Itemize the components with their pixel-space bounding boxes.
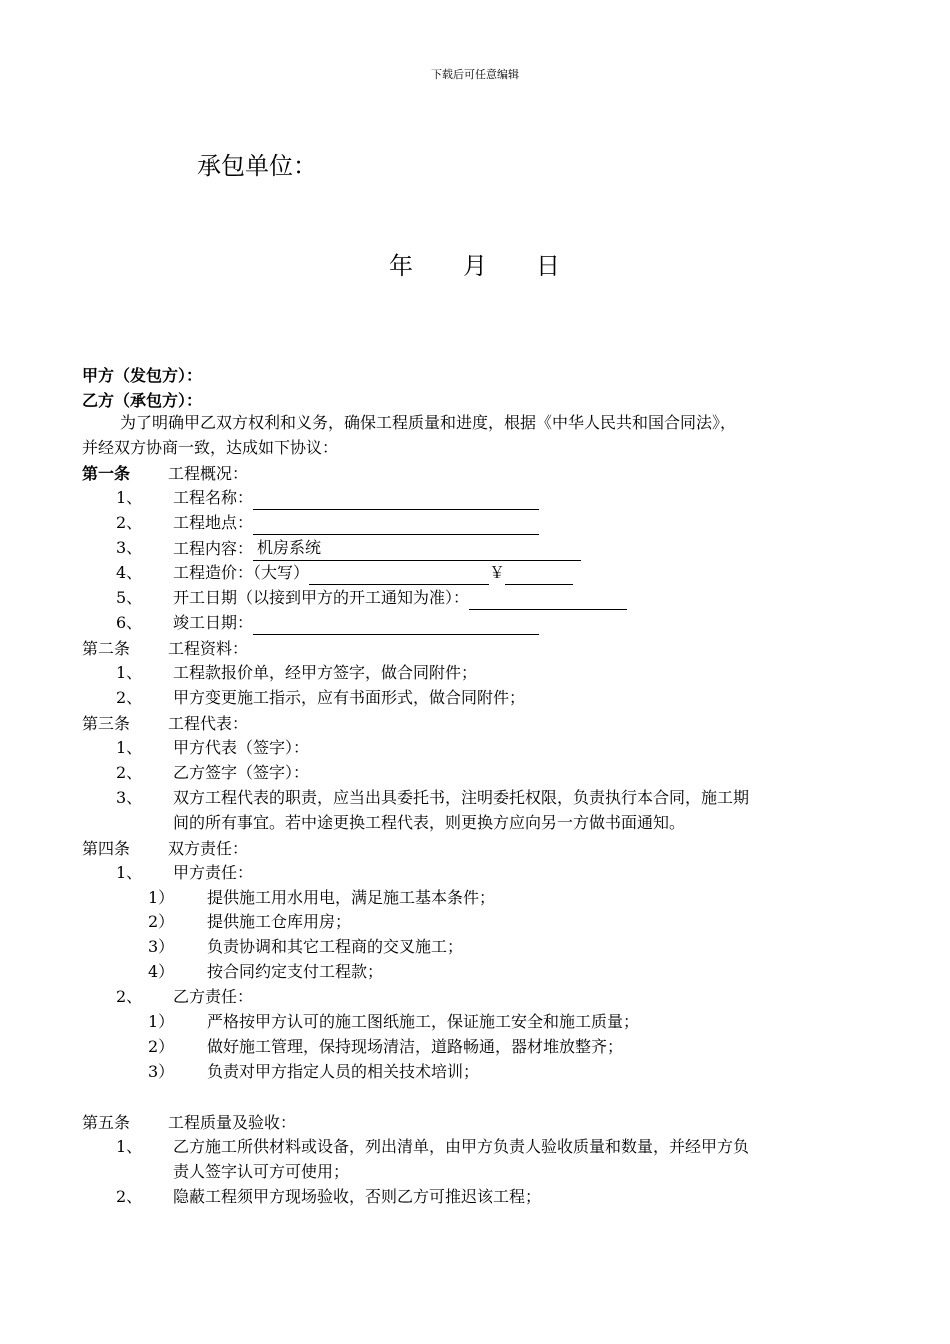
art4-b-item-3: 负责对甲方指定人员的相关技术培训； — [207, 1062, 480, 1081]
date-month: 月 — [463, 252, 487, 280]
art3-item-3: 双方工程代表的职责，应当出具委托书，注明委托权限，负责执行本合同，施工期 — [173, 788, 750, 807]
art3-item-1: 甲方代表（签字）： — [173, 738, 310, 757]
art3-item-1-number: 1、 — [116, 738, 143, 757]
article-1-title: 工程概况： — [168, 464, 249, 483]
art1-item-1-number: 1、 — [116, 488, 143, 507]
art4-a-item-1: 提供施工用水用电，满足施工基本条件； — [207, 888, 496, 907]
art4-b-item-1-number: 1） — [148, 1012, 175, 1031]
article-2-number: 第二条 — [82, 639, 131, 658]
art2-item-1-number: 1、 — [116, 663, 143, 682]
art4-a-item-4: 按合同约定支付工程款； — [207, 962, 384, 981]
art4-party-b-label: 乙方责任： — [173, 987, 254, 1006]
art1-item-1 — [173, 486, 539, 510]
completion-date-label: 竣工日期： — [173, 613, 254, 632]
project-content-label: 工程内容： — [173, 539, 254, 558]
article-4-title: 双方责任： — [168, 839, 249, 858]
intro-line-2: 并经双方协商一致，达成如下协议： — [82, 438, 339, 457]
art4-a-item-2-number: 2） — [148, 912, 175, 931]
art4-a-item-2: 提供施工仓库用房； — [207, 912, 352, 931]
project-cost-label: 工程造价：（大写） — [173, 563, 310, 582]
art1-item-6 — [173, 611, 539, 635]
art5-item-2: 隐蔽工程须甲方现场验收，否则乙方可推迟该工程； — [173, 1187, 542, 1206]
art1-item-6-number: 6、 — [116, 613, 143, 632]
art3-item-2: 乙方签字（签字）： — [173, 763, 310, 782]
party-b-label: 乙方（承包方）： — [82, 391, 203, 410]
art5-item-1-continued: 责人签字认可方可使用； — [173, 1162, 350, 1181]
art2-item-1: 工程款报价单，经甲方签字，做合同附件； — [173, 663, 478, 682]
art4-b-item-3-number: 3） — [148, 1062, 175, 1081]
art5-item-1-number: 1、 — [116, 1137, 143, 1156]
date-day: 日 — [536, 252, 560, 280]
art1-item-4-number: 4、 — [116, 563, 143, 582]
art1-item-5-number: 5、 — [116, 588, 143, 607]
art4-a-item-1-number: 1） — [148, 888, 175, 907]
art4-a-item-3: 负责协调和其它工程商的交叉施工； — [207, 937, 464, 956]
article-3-title: 工程代表： — [168, 714, 249, 733]
art4-party-a-number: 1、 — [116, 863, 143, 882]
intro-line-1: 为了明确甲乙双方权利和义务，确保工程质量和进度，根据《中华人民共和国合同法》， — [120, 413, 737, 432]
project-cost-number-field[interactable] — [505, 566, 573, 585]
art4-a-item-4-number: 4） — [148, 962, 175, 981]
article-5-number: 第五条 — [82, 1113, 131, 1132]
project-cost-words-field[interactable] — [309, 566, 489, 585]
article-3-number: 第三条 — [82, 714, 131, 733]
art4-b-item-2-number: 2） — [148, 1037, 175, 1056]
art3-item-3-number: 3、 — [116, 788, 143, 807]
art1-item-2 — [173, 511, 539, 535]
article-4-number: 第四条 — [82, 839, 131, 858]
project-name-field[interactable] — [253, 491, 539, 510]
art3-item-3-continued: 间的所有事宜。若中途更换工程代表，则更换方应向另一方做书面通知。 — [173, 813, 686, 832]
art4-a-item-3-number: 3） — [148, 937, 175, 956]
art1-item-3 — [173, 536, 581, 561]
art1-item-2-number: 2、 — [116, 513, 143, 532]
start-date-field[interactable] — [469, 591, 627, 610]
article-2-title: 工程资料： — [168, 639, 249, 658]
art2-item-2-number: 2、 — [116, 688, 143, 707]
project-content-field[interactable]: 机房系统 — [253, 536, 581, 561]
party-a-label: 甲方（发包方）： — [82, 366, 203, 385]
art5-item-1: 乙方施工所供材料或设备，列出清单，由甲方负责人验收质量和数量，并经甲方负 — [173, 1137, 750, 1156]
completion-date-field[interactable] — [253, 616, 539, 635]
page-header-note: 下载后可任意编辑 — [431, 68, 519, 81]
art4-b-item-2: 做好施工管理，保持现场清洁，道路畅通，器材堆放整齐； — [207, 1037, 624, 1056]
article-5-title: 工程质量及验收： — [168, 1113, 297, 1132]
yuan-symbol: ￥ — [489, 563, 506, 582]
art1-item-3-number: 3、 — [116, 538, 143, 557]
art1-item-4 — [173, 561, 573, 585]
art3-item-2-number: 2、 — [116, 763, 143, 782]
art4-party-a-label: 甲方责任： — [173, 863, 254, 882]
art1-item-5 — [173, 586, 627, 610]
art4-party-b-number: 2、 — [116, 987, 143, 1006]
project-name-label: 工程名称： — [173, 488, 254, 507]
date-year: 年 — [389, 252, 413, 280]
art4-b-item-1: 严格按甲方认可的施工图纸施工，保证施工安全和施工质量； — [207, 1012, 640, 1031]
project-location-label: 工程地点： — [173, 513, 254, 532]
start-date-label: 开工日期（以接到甲方的开工通知为准）： — [173, 588, 470, 607]
contractor-label: 承包单位： — [197, 152, 317, 180]
art2-item-2: 甲方变更施工指示，应有书面形式，做合同附件； — [173, 688, 526, 707]
article-1-number: 第一条 — [82, 464, 131, 483]
project-location-field[interactable] — [253, 516, 539, 535]
art5-item-2-number: 2、 — [116, 1187, 143, 1206]
